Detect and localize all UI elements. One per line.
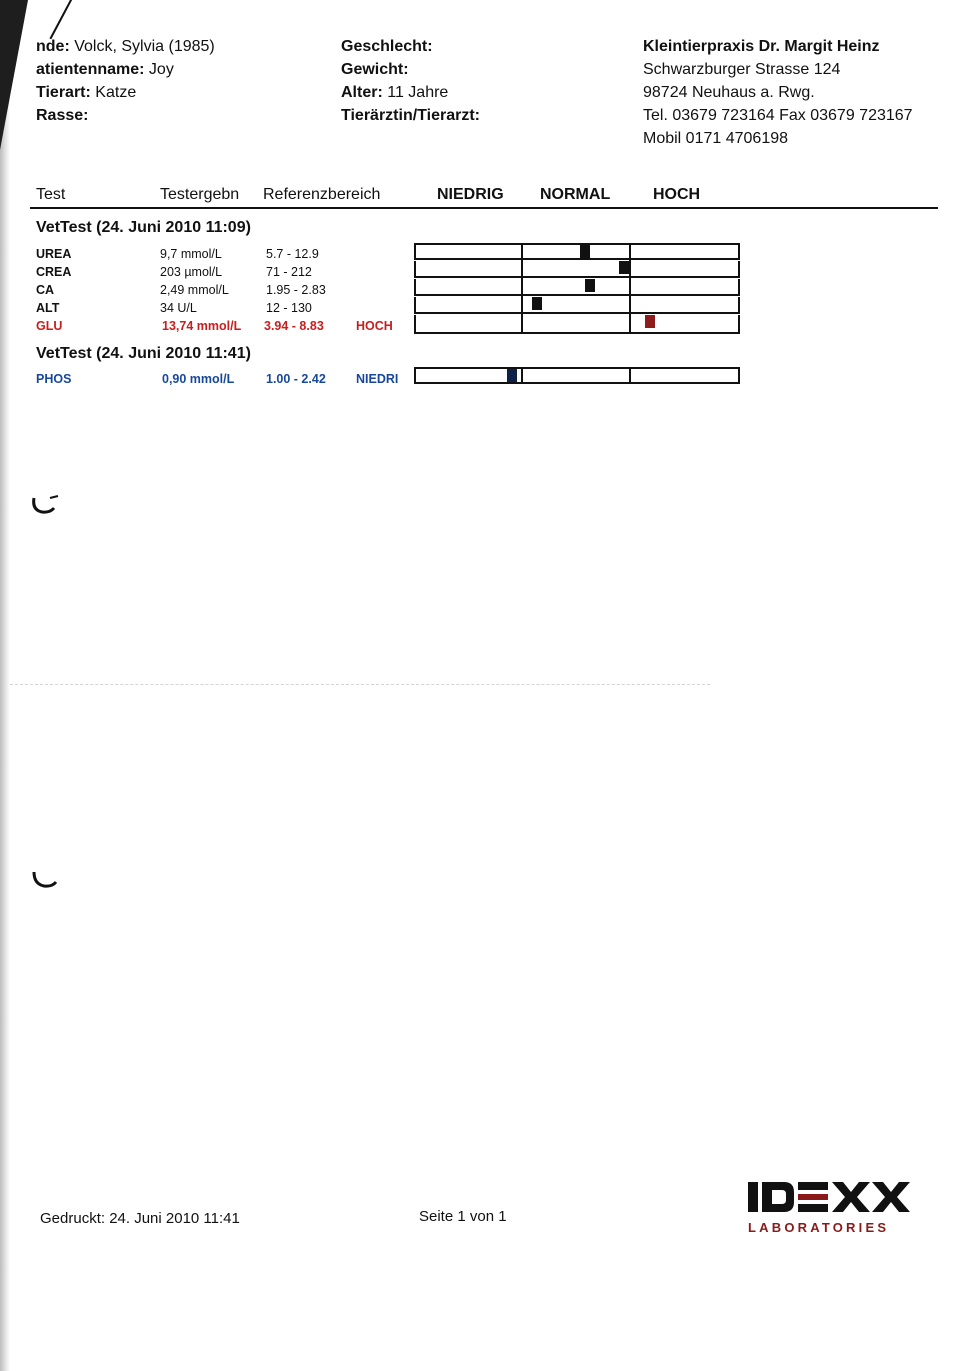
- bar-divider: [521, 259, 523, 276]
- value-marker: [580, 245, 590, 258]
- bar-divider: [629, 313, 631, 332]
- col-low: NIEDRIG: [437, 186, 504, 203]
- breed-row: [36, 104, 215, 127]
- col-high: HOCH: [653, 186, 701, 203]
- bar-divider: [521, 313, 523, 332]
- practice-city: 98724 Neuhaus a. Rwg.: [643, 84, 815, 101]
- test-name: PHOS: [36, 372, 72, 386]
- logo-subtitle: LABORATORIES: [748, 1220, 890, 1235]
- breed-label: Rasse:: [36, 107, 89, 124]
- practice-info: [643, 35, 913, 150]
- status-flag: NIEDRI: [356, 372, 399, 386]
- test-range: 5.7 - 12.9: [266, 247, 319, 261]
- bar-divider: [521, 243, 523, 260]
- punch-mark: [30, 866, 60, 892]
- test-range: 3.94 - 8.83: [264, 319, 324, 333]
- col-result: Testergebn: [160, 186, 240, 203]
- age-label: Alter:: [341, 84, 383, 101]
- bar-divider: [521, 277, 523, 294]
- age-row: [341, 81, 480, 104]
- range-bar: [414, 297, 740, 314]
- col-test: Test: [36, 186, 66, 203]
- idexx-wordmark: [748, 1180, 923, 1216]
- range-bar: [414, 367, 740, 384]
- header-rule: [30, 207, 938, 209]
- printed-date: Gedruckt: 24. Juni 2010 11:41: [40, 1210, 240, 1227]
- test-range: 1.00 - 2.42: [266, 372, 326, 386]
- col-reference: Referenzbereich: [263, 186, 381, 203]
- test-name: GLU: [36, 319, 63, 333]
- bar-divider: [629, 367, 631, 384]
- value-marker: [532, 297, 542, 310]
- vet-label: Tierärztin/Tierarzt:: [341, 107, 481, 124]
- value-marker: [585, 279, 595, 292]
- value-marker: [645, 315, 655, 328]
- test-name: UREA: [36, 247, 72, 261]
- client-label: nde:: [36, 38, 70, 55]
- weight-row: [341, 58, 480, 81]
- patient-value: Joy: [148, 61, 174, 78]
- sex-row: [341, 35, 480, 58]
- range-bar: [414, 279, 740, 296]
- test-name: CA: [36, 283, 55, 297]
- client-row: [36, 35, 215, 58]
- age-value: 11 Jahre: [387, 84, 449, 101]
- folded-corner: [0, 0, 28, 150]
- species-value: Katze: [95, 84, 137, 101]
- value-marker: [619, 261, 629, 274]
- practice-street: Schwarzburger Strasse 124: [643, 61, 841, 78]
- paper-fold-line: [10, 684, 710, 685]
- client-value: Volck, Sylvia (1985): [74, 38, 215, 55]
- scan-edge: [0, 0, 10, 1371]
- test-result: 2,49 mmol/L: [160, 283, 229, 297]
- practice-mobile: Mobil 0171 4706198: [643, 130, 789, 147]
- patient-label: atientenname:: [36, 61, 145, 78]
- test-name: CREA: [36, 265, 72, 279]
- punch-mark: [30, 492, 60, 518]
- animal-info: [341, 35, 480, 127]
- patient-row: [36, 58, 215, 81]
- col-normal: NORMAL: [540, 186, 611, 203]
- range-bar: [414, 261, 740, 278]
- range-bar: [414, 315, 740, 334]
- practice-phone: Tel. 03679 723164 Fax 03679 723167: [643, 107, 913, 124]
- weight-label: Gewicht:: [341, 61, 409, 78]
- bar-divider: [629, 259, 631, 276]
- species-label: Tierart:: [36, 84, 91, 101]
- bar-divider: [629, 243, 631, 260]
- test-result: 9,7 mmol/L: [160, 247, 222, 261]
- patient-info: [36, 35, 215, 127]
- section-title: VetTest (24. Juni 2010 11:09): [36, 219, 251, 236]
- practice-name: Kleintierpraxis Dr. Margit Heinz: [643, 38, 880, 55]
- test-result: 203 µmol/L: [160, 265, 223, 279]
- sex-label: Geschlecht:: [341, 38, 433, 55]
- test-range: 1.95 - 2.83: [266, 283, 326, 297]
- test-result: 0,90 mmol/L: [162, 372, 235, 386]
- bar-divider: [521, 295, 523, 312]
- page-number: Seite 1 von 1: [419, 1208, 507, 1225]
- test-result: 13,74 mmol/L: [162, 319, 242, 333]
- vet-row: [341, 104, 480, 127]
- species-row: [36, 81, 215, 104]
- pen-mark: [49, 0, 73, 39]
- status-flag: HOCH: [356, 319, 393, 333]
- bar-divider: [521, 367, 523, 384]
- test-name: ALT: [36, 301, 60, 315]
- test-range: 12 - 130: [266, 301, 312, 315]
- value-marker: [507, 369, 517, 382]
- section-title: VetTest (24. Juni 2010 11:41): [36, 345, 251, 362]
- bar-divider: [629, 277, 631, 294]
- range-bar: [414, 243, 740, 260]
- test-range: 71 - 212: [266, 265, 312, 279]
- idexx-logo: [748, 1180, 923, 1235]
- bar-divider: [629, 295, 631, 312]
- test-result: 34 U/L: [160, 301, 197, 315]
